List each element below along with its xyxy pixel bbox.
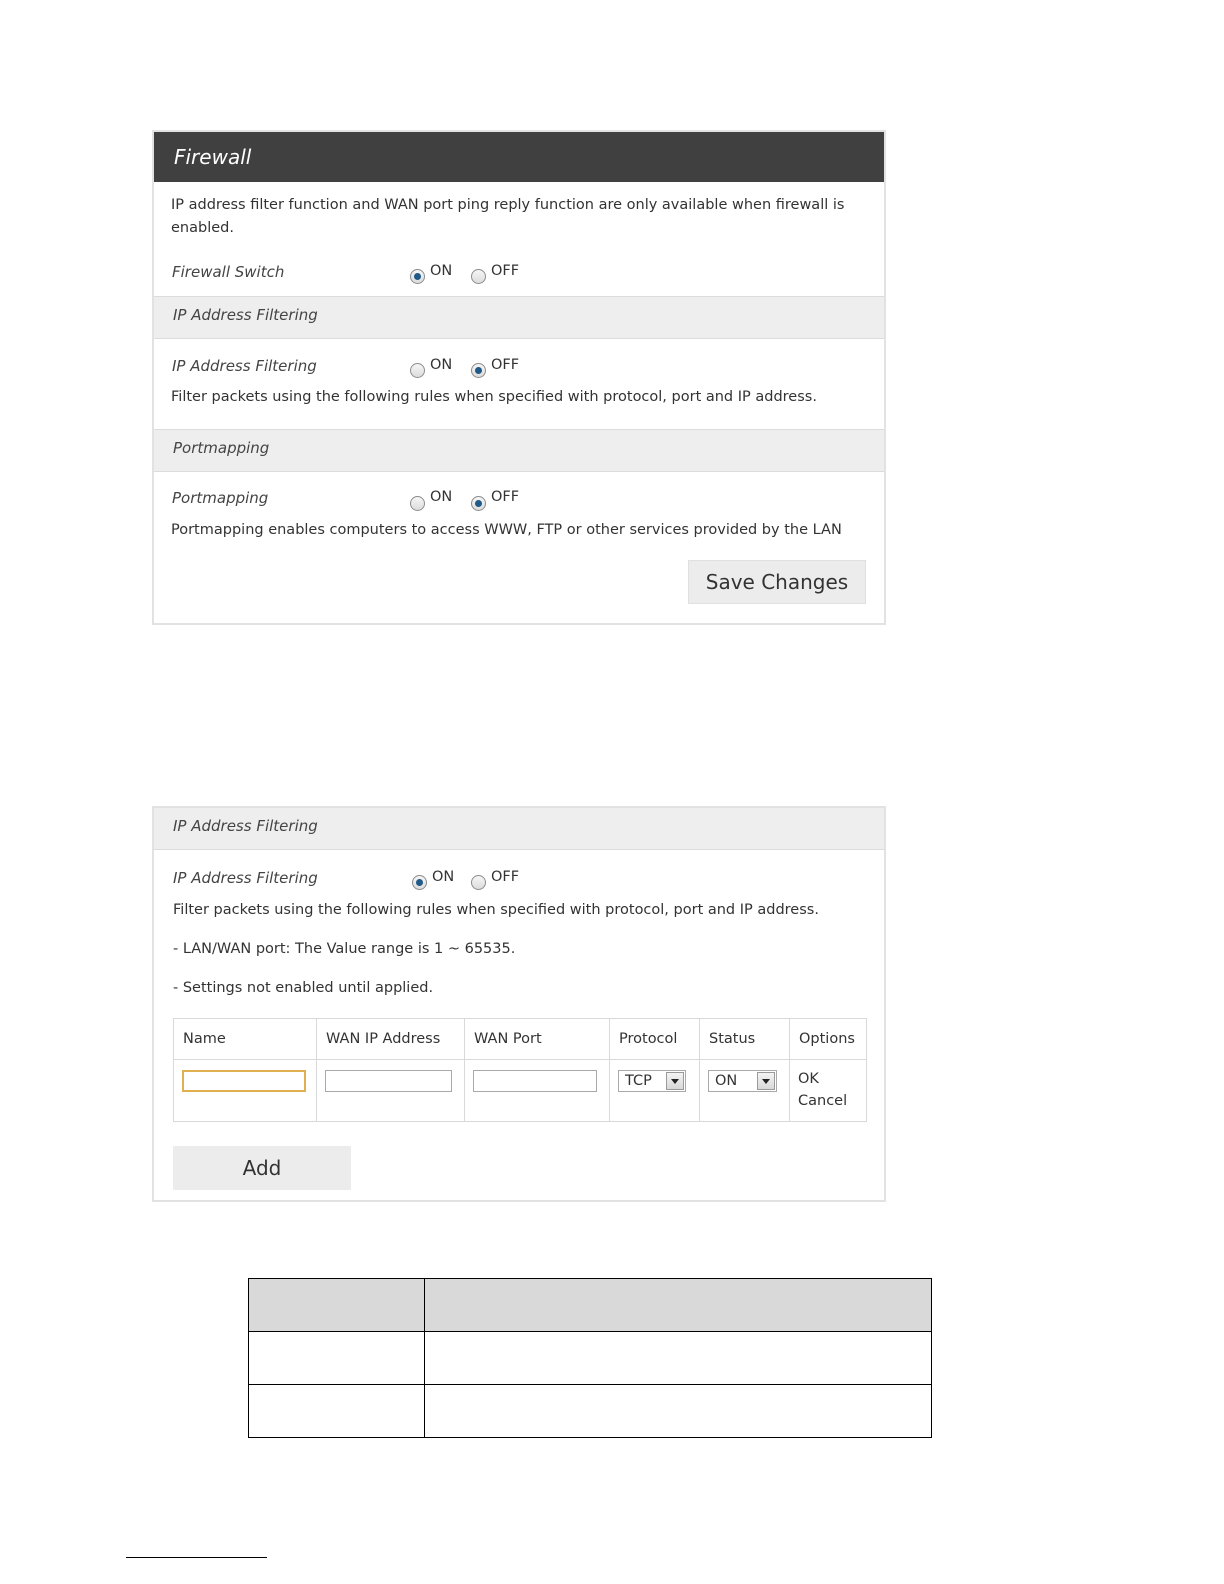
- section-title: IP Address Filtering: [173, 817, 318, 835]
- wan-port-input[interactable]: [473, 1070, 597, 1092]
- document-table-row: [249, 1332, 932, 1385]
- table-header-row: [174, 1019, 867, 1060]
- filter-rules-table: [173, 1018, 867, 1122]
- portmapping-section-header: [154, 429, 884, 472]
- ip-filtering-on-label: ON: [430, 357, 453, 373]
- firewall-panel: [152, 130, 886, 625]
- firewall-switch-off-label: OFF: [491, 263, 520, 279]
- firewall-switch-off-radio[interactable]: [471, 269, 486, 284]
- document-table-cell: [249, 1332, 425, 1385]
- document-table-header-row: [249, 1279, 932, 1332]
- column-header-protocol: Protocol: [610, 1019, 700, 1060]
- document-table-cell: [249, 1279, 425, 1332]
- document-table-cell: [249, 1385, 425, 1438]
- save-changes-button[interactable]: Save Changes: [688, 560, 866, 604]
- ok-link[interactable]: OK: [798, 1071, 819, 1087]
- port-range-note: - LAN/WAN port: The Value range is 1 ~ 65535.: [173, 941, 516, 957]
- ip-filtering-section-header: [154, 296, 884, 339]
- document-table-cell: [425, 1279, 932, 1332]
- column-header-wan-port: WAN Port: [465, 1019, 610, 1060]
- cancel-link[interactable]: Cancel: [798, 1093, 848, 1109]
- name-cell: [174, 1060, 317, 1122]
- ip-filtering-on-radio[interactable]: [412, 875, 427, 890]
- portmapping-label: Portmapping: [172, 489, 269, 507]
- options-cell: [790, 1060, 867, 1122]
- ip-filtering-description: Filter packets using the following rules when specified with protocol, port and IP address.: [171, 389, 817, 405]
- wan-ip-input[interactable]: [325, 1070, 452, 1092]
- portmapping-on-label: ON: [430, 489, 453, 505]
- name-input[interactable]: [182, 1070, 306, 1092]
- portmapping-off-radio[interactable]: [471, 496, 486, 511]
- wan-port-cell: [465, 1060, 610, 1122]
- ip-filtering-on-label: ON: [432, 869, 455, 885]
- portmapping-off-label: OFF: [491, 489, 520, 505]
- ip-filtering-label: IP Address Filtering: [173, 869, 318, 887]
- document-table-cell: [425, 1385, 932, 1438]
- add-button[interactable]: Add: [173, 1146, 351, 1190]
- portmapping-on-radio[interactable]: [410, 496, 425, 511]
- document-table: [248, 1278, 932, 1438]
- column-header-wan-ip: WAN IP Address: [317, 1019, 465, 1060]
- protocol-cell: [610, 1060, 700, 1122]
- status-value: ON: [715, 1073, 738, 1089]
- document-table-cell: [425, 1332, 932, 1385]
- ip-filtering-panel: [152, 806, 886, 1202]
- ip-filtering-off-label: OFF: [491, 869, 520, 885]
- column-header-name: Name: [174, 1019, 317, 1060]
- firewall-switch-on-label: ON: [430, 263, 453, 279]
- column-header-status: Status: [700, 1019, 790, 1060]
- ip-filtering-description: Filter packets using the following rules when specified with protocol, port and IP address.: [173, 902, 819, 918]
- footnote-divider: [126, 1557, 267, 1558]
- status-select[interactable]: [708, 1070, 777, 1092]
- section-title: Portmapping: [173, 439, 270, 457]
- settings-note: - Settings not enabled until applied.: [173, 980, 434, 996]
- ip-filtering-off-radio[interactable]: [471, 363, 486, 378]
- panel-header: [154, 132, 884, 182]
- firewall-switch-label: Firewall Switch: [172, 263, 285, 281]
- chevron-down-icon[interactable]: [757, 1072, 775, 1090]
- document-table-row: [249, 1385, 932, 1438]
- status-cell: [700, 1060, 790, 1122]
- panel-title: Firewall: [174, 145, 252, 169]
- wan-ip-cell: [317, 1060, 465, 1122]
- section-title: IP Address Filtering: [173, 306, 318, 324]
- firewall-description: IP address filter function and WAN port ping reply function are only available when firewall is enabled.: [171, 197, 845, 236]
- ip-filtering-label: IP Address Filtering: [172, 357, 317, 375]
- protocol-value: TCP: [625, 1073, 652, 1089]
- ip-filtering-on-radio[interactable]: [410, 363, 425, 378]
- table-row: [174, 1060, 867, 1122]
- protocol-select[interactable]: [618, 1070, 686, 1092]
- column-header-options: Options: [790, 1019, 867, 1060]
- chevron-down-icon[interactable]: [666, 1072, 684, 1090]
- firewall-switch-on-radio[interactable]: [410, 269, 425, 284]
- portmapping-description: Portmapping enables computers to access WWW, FTP or other services provided by the LAN: [171, 522, 842, 538]
- ip-filtering-section-header: [154, 808, 884, 850]
- ip-filtering-off-label: OFF: [491, 357, 520, 373]
- ip-filtering-off-radio[interactable]: [471, 875, 486, 890]
